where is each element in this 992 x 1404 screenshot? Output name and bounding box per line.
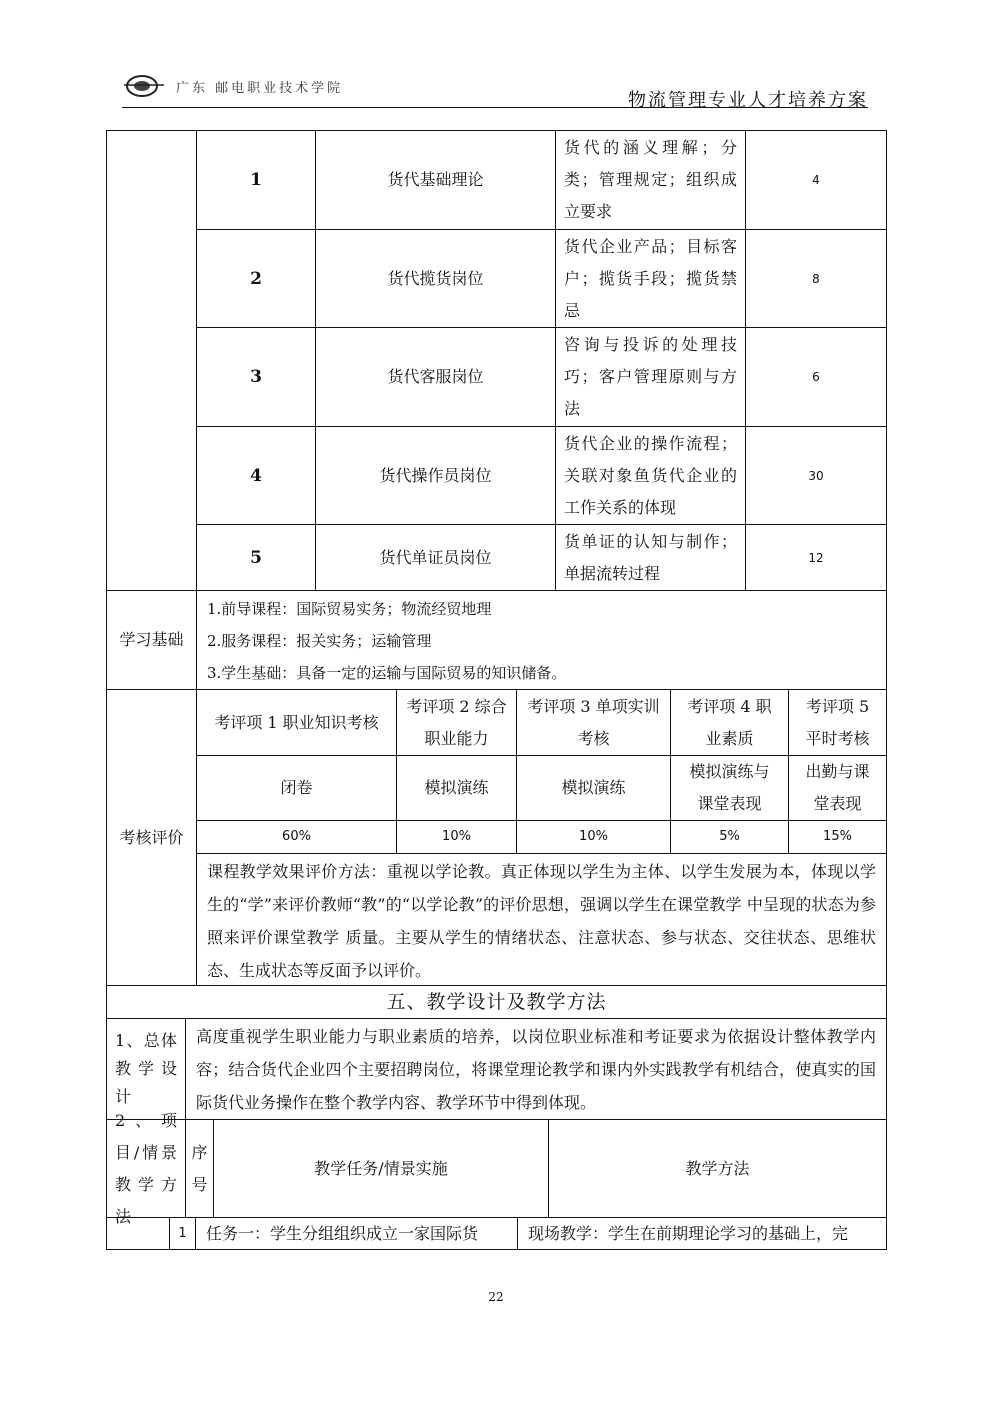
module-content: 货代企业产品；目标客户；揽货手段；揽货禁忌 [555,229,746,328]
study-basis-content [196,590,887,690]
header-rule [122,107,868,108]
study-basis-line: 2.服务课程：报关实务；运输管理 [207,632,432,650]
study-basis-line: 1.前导课程：国际贸易实务；物流经贸地理 [207,600,492,618]
school-logo [124,72,164,86]
row-method: 现场教学：学生在前期理论学习的基础上，完 [517,1217,887,1250]
row-task: 任务一：学生分组组织成立一家国际货 [195,1217,518,1250]
row-no: 1 [169,1217,196,1250]
module-name: 货代基础理论 [315,130,556,230]
study-basis-line: 3.学生基础：具备一定的运输与国际贸易的知识储备。 [207,664,567,682]
assessment-item-name: 考评项 2 综合职业能力 [396,689,517,756]
module-name: 货代客服岗位 [315,327,556,427]
module-name: 货代操作员岗位 [315,426,556,525]
module-no: 5 [196,524,316,591]
module-content: 货代的涵义理解；分类；管理规定；组织成立要求 [555,130,746,230]
school-name: 广东 邮电职业技术学院 [176,81,344,96]
module-content: 货代企业的操作流程；关联对象鱼货代企业的工作关系的体现 [555,426,746,525]
assessment-item-method: 闭卷 [196,755,397,821]
module-name: 货代单证员岗位 [315,524,556,591]
row-gutter [106,1217,170,1250]
assessment-item-weight: 10% [396,820,517,854]
overall-design-text: 高度重视学生职业能力与职业素质的培养，以岗位职业标准和考证要求为依据设计整体教学内容；结合货代企业四个主要招聘岗位，将课堂理论教学和课内外实践教学有机结合，使真实的国际货代业务操作在整个教学内容、教学环节中得到体现。 [185,1018,887,1120]
module-content: 咨询与投诉的处理技巧；客户管理原则与方法 [555,327,746,427]
study-basis-label: 学习基础 [106,590,197,690]
page-number: 22 [488,1290,504,1304]
assessment-item-name: 考评项 3 单项实训考核 [516,689,671,756]
assessment-item-method: 出勤与课堂表现 [788,755,887,821]
module-hours: 30 [745,426,887,525]
assessment-item-method: 模拟演练 [516,755,671,821]
module-hours: 6 [745,327,887,427]
assessment-method-text: 课程教学效果评价方法：重视以学论教。真正体现以学生为主体、以学生发展为本，体现以学生的“学”来评价教师“教”的“以学论教”的评价思想，强调以学生在课堂教学 中呈现的状态为参照来评价课堂教学 质量。主要从学生的情绪状态、注意状态、参与状态、交往状态、思维状态、生成状态等反面予以评价。 [196,853,887,986]
module-hours: 8 [745,229,887,328]
assessment-item-weight: 15% [788,820,887,854]
module-left-gutter [106,130,197,591]
module-no: 2 [196,229,316,328]
overall-design-label: 1、总体教学设计 [106,1018,186,1120]
document-title: 物流管理专业人才培养方案 [628,90,868,111]
project-method-label: 2、项目/情景教学方法 [106,1119,186,1218]
col-header-task: 教学任务/情景实施 [213,1119,549,1218]
module-hours: 12 [745,524,887,591]
module-no: 4 [196,426,316,525]
col-header-method: 教学方法 [548,1119,887,1218]
assessment-item-method: 模拟演练与课堂表现 [670,755,789,821]
col-header-no: 序号 [185,1119,214,1218]
assessment-item-weight: 10% [516,820,671,854]
module-no: 3 [196,327,316,427]
assessment-item-name: 考评项 4 职业素质 [670,689,789,756]
assessment-label: 考核评价 [106,689,197,986]
module-name: 货代揽货岗位 [315,229,556,328]
assessment-item-name: 考评项 5 平时考核 [788,689,887,756]
assessment-item-method: 模拟演练 [396,755,517,821]
assessment-item-name: 考评项 1 职业知识考核 [196,689,397,756]
assessment-item-weight: 5% [670,820,789,854]
assessment-item-weight: 60% [196,820,397,854]
section-title: 五、教学设计及教学方法 [106,985,887,1019]
module-no: 1 [196,130,316,230]
module-hours: 4 [745,130,887,230]
module-content: 货单证的认知与制作；单据流转过程 [555,524,746,591]
